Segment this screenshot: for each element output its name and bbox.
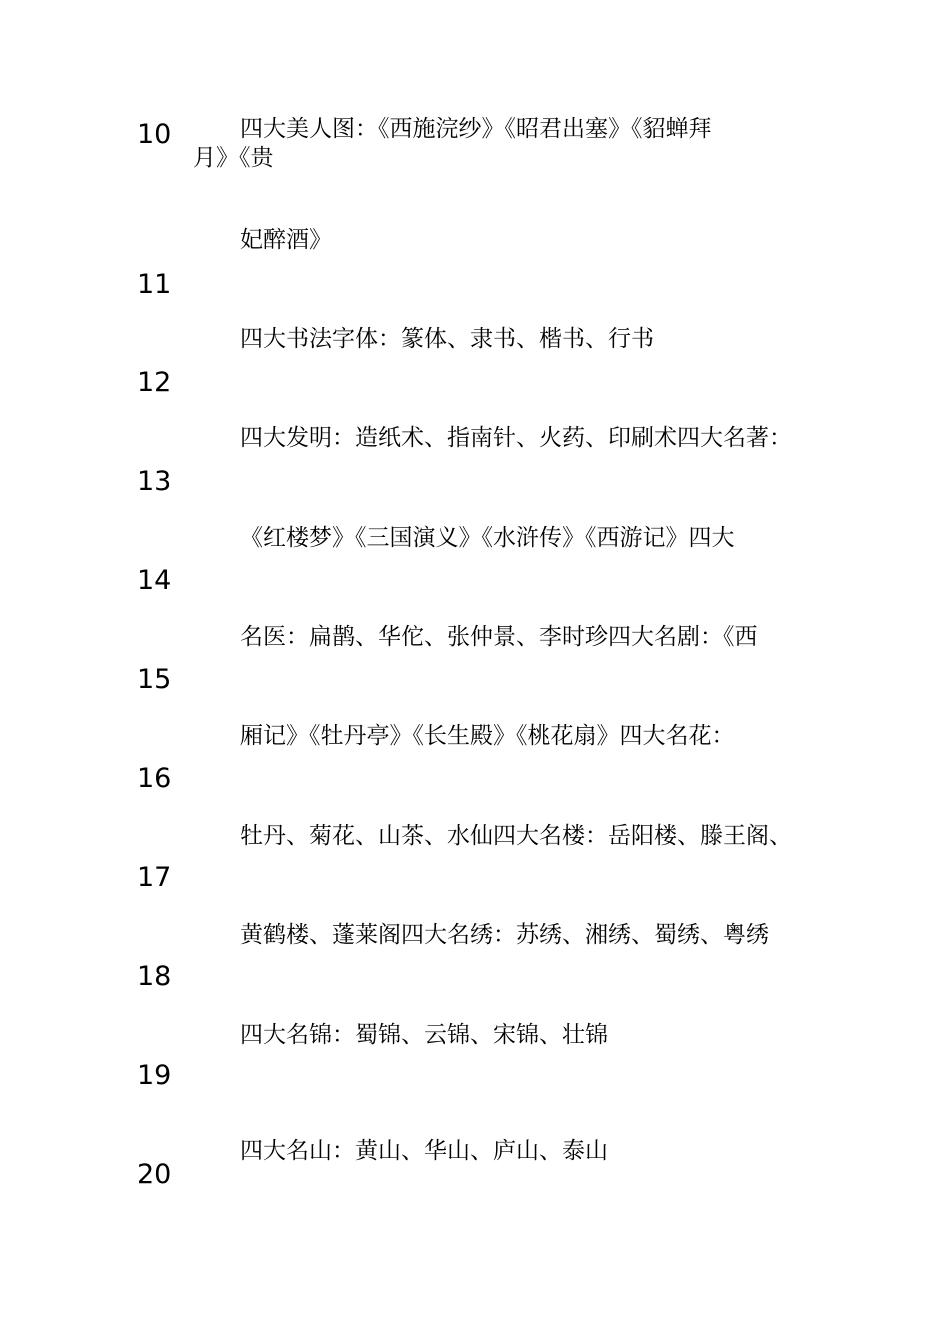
text-line: 四大发明：造纸术、指南针、火药、印刷术四大名著：: [240, 425, 792, 451]
line-number-19: 19: [137, 1060, 172, 1091]
line-number-17: 17: [137, 862, 172, 893]
text-line: 黄鹤楼、蓬莱阁四大名绣：苏绣、湘绣、蜀绣、粤绣: [240, 922, 769, 948]
line-number-15: 15: [137, 664, 172, 695]
line-number-20: 20: [137, 1159, 172, 1190]
text-line: 月》《贵: [193, 145, 274, 171]
line-number-18: 18: [137, 961, 172, 992]
text-line: 四大书法字体：篆体、隶书、楷书、行书: [240, 326, 654, 352]
text-line: 妃醉酒》: [240, 227, 332, 253]
text-line: 四大美人图：《西施浣纱》《昭君出塞》《貂蝉拜: [240, 116, 712, 142]
line-number-11: 11: [137, 269, 172, 300]
line-number-14: 14: [137, 565, 172, 596]
line-number-13: 13: [137, 466, 172, 497]
line-number-12: 12: [137, 367, 172, 398]
text-line: 厢记》《牡丹亭》《长生殿》《桃花扇》四大名花：: [240, 723, 735, 749]
text-line: 四大名山：黄山、华山、庐山、泰山: [240, 1138, 608, 1164]
text-line: 牡丹、菊花、山茶、水仙四大名楼：岳阳楼、滕王阁、: [240, 823, 792, 849]
line-number-10: 10: [137, 119, 172, 150]
text-line: 《红楼梦》《三国演义》《水浒传》《西游记》四大: [240, 525, 735, 551]
text-line: 四大名锦：蜀锦、云锦、宋锦、壮锦: [240, 1022, 608, 1048]
line-number-16: 16: [137, 763, 172, 794]
text-line: 名医：扁鹊、华佗、张仲景、李时珍四大名剧：《西: [240, 624, 758, 650]
